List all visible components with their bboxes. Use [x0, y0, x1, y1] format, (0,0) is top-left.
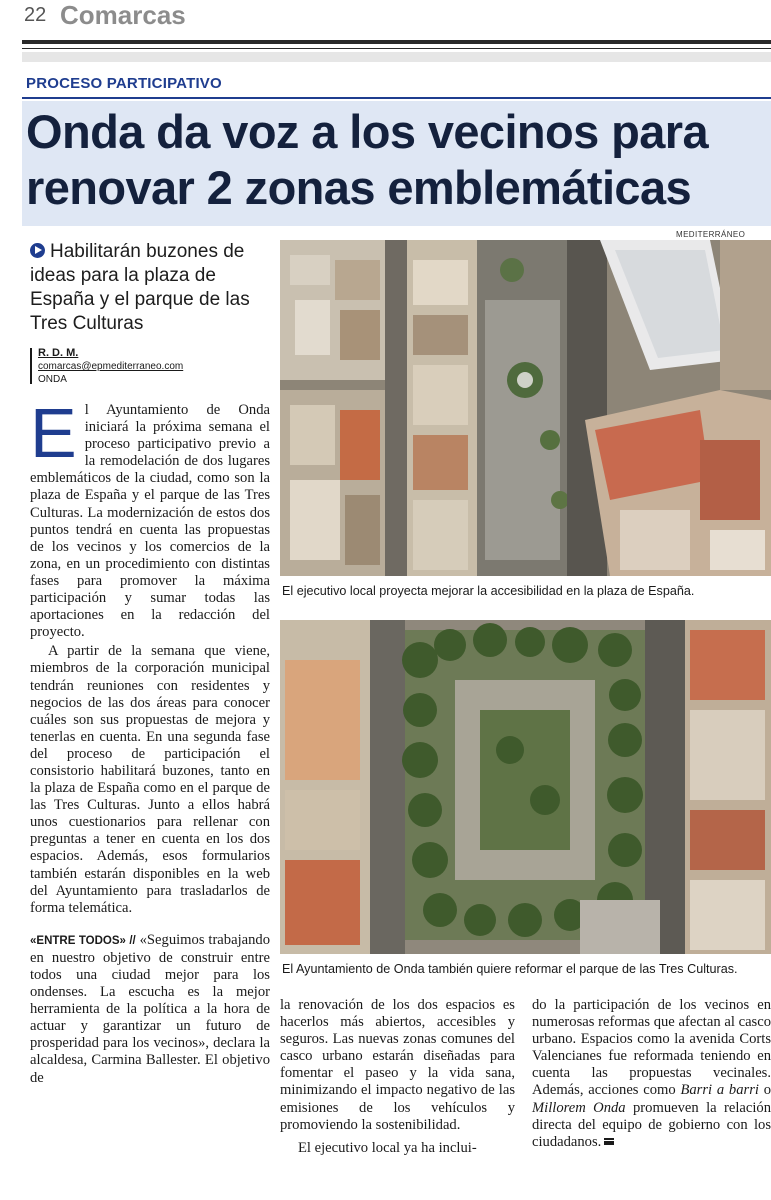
section-title: Comarcas — [60, 0, 186, 30]
photo-credit: MEDITERRÁNEO — [676, 230, 746, 239]
photo-parque-tres-culturas — [280, 620, 771, 954]
body-paragraph-6 — [532, 997, 771, 1151]
body-paragraph-6-c: promueven la relación directa del equipo de gobierno con los ciudadanos. — [532, 1099, 771, 1150]
body-emphasis-2: Millorem Onda — [532, 1099, 626, 1116]
byline-author: R. D. M. — [38, 347, 79, 359]
body-column-2 — [280, 997, 515, 1157]
body-paragraph-3-text: «Seguimos trabajando en nuestro objetivo de construir entre todos una ciudad mejor para los ondenses. La escucha es la mejor herramienta de la política a la hora de actuar y garantizar un futuro de prosperidad para los vecinos», declara la alcaldesa, Carmina Ballester. El objetivo de — [30, 931, 270, 1086]
body-emphasis-1: Barri a barri — [680, 1082, 759, 1099]
header-rule — [22, 40, 771, 44]
aerial-plaza-illustration — [280, 240, 771, 576]
byline-email[interactable]: comarcas@epmediterraneo.com — [38, 361, 184, 372]
body-column-1 — [30, 394, 270, 1087]
byline-bar — [30, 348, 32, 384]
body-paragraph-6-a: do la participación de los vecinos en numerosas reformas que afectan al casco urbano. Espacios como la avenida Corts Valencianes fue reformada teniendo en cuenta las propuestas vecinales. Además, acciones como — [532, 997, 771, 1099]
aerial-park-illustration — [280, 620, 771, 954]
subheadline — [30, 240, 270, 336]
lead-in: «ENTRE TODOS» // — [30, 934, 136, 947]
kicker-rule — [22, 97, 771, 99]
headline-line-2: renovar 2 zonas emblemáticas — [26, 161, 692, 214]
body-column-3 — [532, 997, 771, 1151]
body-paragraph-3 — [30, 932, 270, 1087]
photo-caption-1: El ejecutivo local proyecta mejorar la accesibilidad en la plaza de España. — [282, 584, 695, 598]
end-of-article-icon — [604, 1138, 614, 1145]
body-paragraph-1-text: l Ayuntamiento de Onda iniciará la próxima semana el proceso participativo previo a la remodelación de dos lugares emblemáticos de la ciudad, como son la plaza de España y el parque de las Tres Culturas. La modernización de estos dos puntos tendrá en cuenta las propuestas de los vecinos y los comercios de la zona, en un procedimiento con distintas fases para promover la máxima participación y sumar todas las aportaciones en la redacción del proyecto. — [30, 402, 270, 641]
photo-caption-2: El Ayuntamiento de Onda también quiere reformar el parque de las Tres Culturas. — [282, 962, 738, 976]
subheadline-text: Habilitarán buzones de ideas para la plaza de España y el parque de las Tres Culturas — [30, 241, 250, 334]
header-band — [22, 52, 771, 62]
photo-plaza-espana — [280, 240, 771, 576]
byline-location: ONDA — [38, 374, 67, 385]
headline — [26, 104, 771, 216]
body-paragraph-5: El ejecutivo local ya ha inclui- — [298, 1139, 477, 1156]
headline-line-1: Onda da voz a los vecinos para — [26, 105, 709, 158]
header-rule-thin — [22, 48, 771, 49]
page-number: 22 — [24, 4, 47, 26]
body-paragraph-6-b: o — [758, 1082, 771, 1099]
body-paragraph-4: la renovación de los dos espacios es hacerlos más abiertos, accesibles y seguros. Las nuevas zonas comunes del casco urbano estarán diseñadas para fomentar el paseo y la vida sana, minimizando el impacto negativo de las emisiones de los vehículos y promoviendo la sostenibilidad. — [280, 997, 515, 1133]
kicker: PROCESO PARTICIPATIVO — [26, 75, 222, 92]
drop-cap: E — [30, 394, 77, 472]
play-bullet-icon — [30, 243, 45, 258]
body-paragraph-2: A partir de la semana que viene, miembros de la corporación municipal tendrán reuniones con residentes y negocios de las dos áreas para conocer cuáles son sus propuestas de mejora y tenerlas en cuenta. En una segunda fase del proceso de participación el consistorio habilitará buzones, tanto en la plaza de España como en el parque de las Tres Culturas. Junto a ellos habrá unos cuestionarios para rellenar con preguntas a tener en cuenta en los dos espacios. Además, esos formularios también estarán disponibles en la web del Ayuntamiento para trasladarlos de forma telemática. — [30, 643, 270, 916]
body-paragraph-1 — [30, 394, 270, 641]
